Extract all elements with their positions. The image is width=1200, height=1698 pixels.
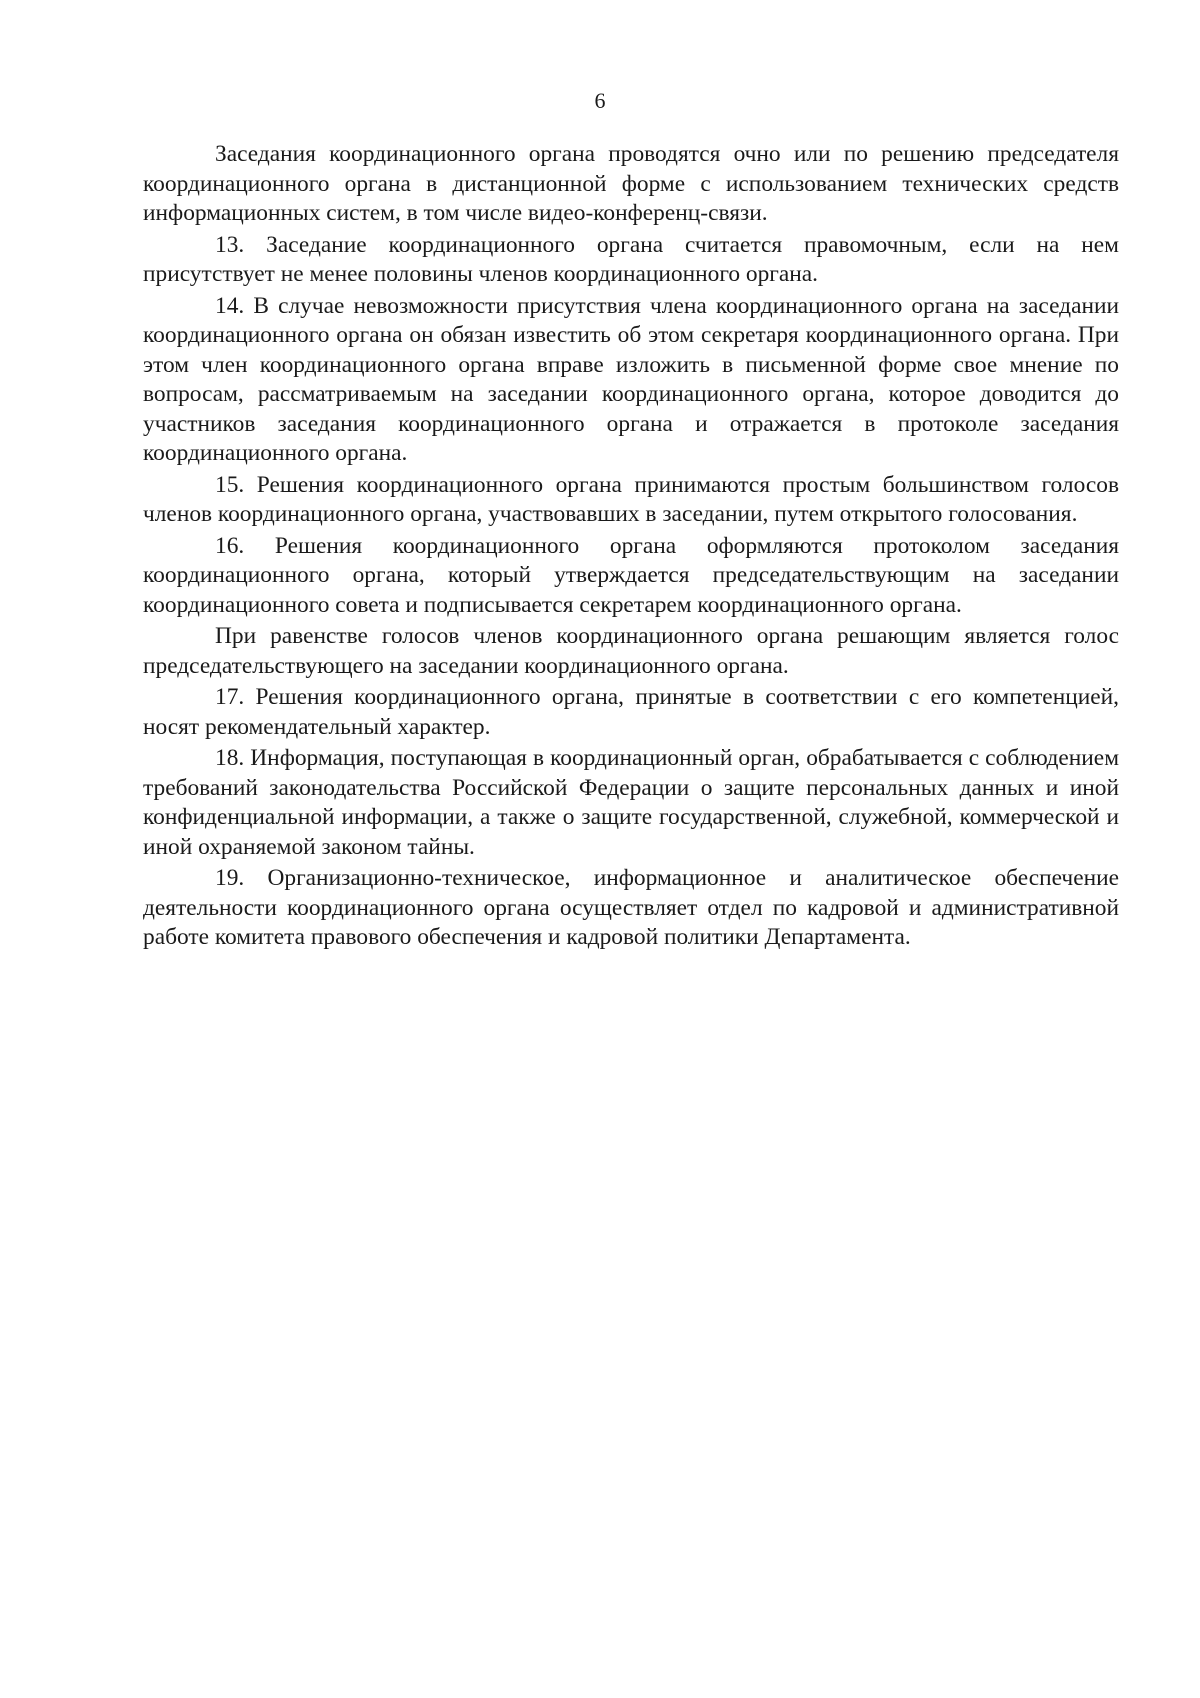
paragraph-item-14: 14. В случае невозможности присутствия члена координационного органа на заседании координационного органа он обязан известить об этом секретаря координационного органа. При этом член координационного органа вправе изложить в письменной форме свое мнение по вопросам, рассматриваемым на заседании координационного органа, которое доводится до участников заседания координационного органа и отражается в протоколе заседания координационного органа.: [143, 292, 1119, 466]
paragraph-item-15: 15. Решения координационного органа принимаются простым большинством голосов членов координационного органа, участвовавших в заседании, путем открытого голосования.: [143, 471, 1119, 527]
paragraph-sessions-format: Заседания координационного органа проводятся очно или по решению председателя координационного органа в дистанционной форме с использованием технических средств информационных систем, в том числе видео-конференц-связи.: [143, 141, 1119, 226]
paragraph-tie-vote: При равенстве голосов членов координационного органа решающим является голос председательствующего на заседании координационного органа.: [143, 623, 1119, 679]
document-body: [143, 140, 1119, 953]
paragraph-item-19: 19. Организационно-техническое, информационное и аналитическое обеспечение деятельности координационного органа осуществляет отдел по кадровой и административной работе комитета правового обеспечения и кадровой политики Департамента.: [143, 865, 1119, 950]
paragraph-item-18: 18. Информация, поступающая в координационный орган, обрабатывается с соблюдением требований законодательства Российской Федерации о защите персональных данных и иной конфиденциальной информации, а также о защите государственной, служебной, коммерческой и иной охраняемой законом тайны.: [143, 745, 1119, 860]
page-number: 6: [594, 88, 606, 113]
paragraph-item-17: 17. Решения координационного органа, принятые в соответствии с его компетенцией, носят рекомендательный характер.: [143, 684, 1119, 740]
paragraph-item-13: 13. Заседание координационного органа считается правомочным, если на нем присутствует не менее половины членов координационного органа.: [143, 231, 1119, 287]
paragraph-item-16: 16. Решения координационного органа оформляются протоколом заседания координационного органа, который утверждается председательствующим на заседании координационного совета и подписывается секретарем координационного органа.: [143, 532, 1119, 618]
